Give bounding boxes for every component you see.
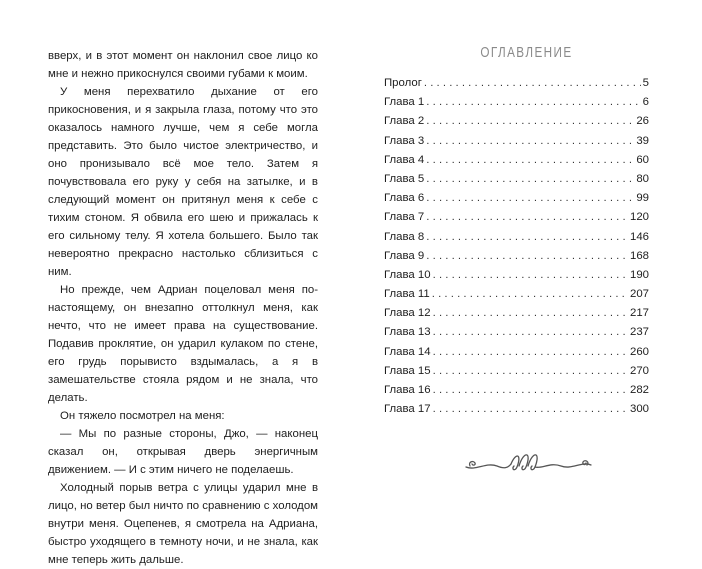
toc-entry[interactable] — [384, 269, 649, 288]
toc-entry-page: 217 — [629, 307, 649, 320]
toc-entry-page: 120 — [629, 211, 649, 224]
left-page — [0, 0, 351, 566]
toc-dot-leader — [433, 269, 628, 281]
toc-dot-leader — [424, 77, 641, 89]
toc-dot-leader — [426, 211, 628, 223]
toc-dot-leader — [426, 250, 628, 262]
toc-dot-leader — [433, 307, 628, 319]
toc-entry[interactable] — [384, 326, 649, 345]
toc-entry-label: Глава 12 — [384, 307, 431, 320]
toc-entry[interactable] — [384, 346, 649, 365]
toc-entry-label: Глава 11 — [384, 288, 430, 301]
story-paragraph: Холодный порыв ветра с улицы ударил мне в лицо, но ветер был ничто по сравнению с холодом внутри меня. Оцепенев, я смотрела на Адриана, быстро уходящего в темноту ночи, и не знала, как мне теперь жить дальше. — [48, 482, 318, 566]
toc-entry-label: Глава 8 — [384, 230, 425, 243]
toc-entry-page: 39 — [636, 134, 649, 147]
toc-entry[interactable] — [384, 154, 649, 173]
toc-entry-label: Глава 4 — [384, 153, 425, 166]
toc-dot-leader — [433, 346, 628, 358]
toc-entry-label: Глава 15 — [384, 364, 431, 377]
table-of-contents — [384, 77, 649, 422]
toc-entry-page: 5 — [642, 77, 649, 89]
toc-entry[interactable] — [384, 231, 649, 250]
toc-entry-label: Глава 9 — [384, 249, 425, 262]
toc-entry[interactable] — [384, 211, 649, 230]
story-paragraph: Он тяжело посмотрел на меня: — [60, 410, 225, 422]
toc-entry[interactable] — [384, 307, 649, 326]
toc-entry-label: Глава 13 — [384, 326, 431, 339]
toc-entry[interactable] — [384, 135, 649, 154]
toc-entry[interactable] — [384, 173, 649, 192]
toc-heading: ОГЛАВЛЕНИЕ — [480, 44, 573, 61]
toc-entry-label: Глава 17 — [384, 403, 431, 416]
toc-dot-leader — [426, 135, 634, 147]
toc-entry[interactable] — [384, 96, 649, 115]
toc-entry-page: 168 — [629, 249, 649, 262]
toc-entry-page: 6 — [642, 96, 649, 109]
toc-entry-label: Глава 16 — [384, 384, 431, 396]
toc-entry-page: 207 — [629, 288, 649, 301]
toc-entry-page: 237 — [629, 326, 649, 339]
toc-entry-label: Глава 3 — [384, 134, 425, 147]
toc-entry[interactable] — [384, 192, 649, 211]
toc-entry-label: Пролог — [384, 77, 422, 89]
toc-dot-leader — [433, 384, 628, 396]
toc-entry-label: Глава 7 — [384, 211, 425, 224]
toc-entry-page: 270 — [629, 364, 649, 377]
toc-dot-leader — [426, 154, 634, 166]
toc-entry[interactable] — [384, 77, 649, 96]
toc-dot-leader — [433, 403, 628, 415]
toc-entry-label: Глава 2 — [384, 115, 425, 128]
toc-dot-leader — [426, 115, 634, 127]
toc-dot-leader — [433, 365, 628, 377]
toc-dot-leader — [426, 192, 634, 204]
toc-entry[interactable] — [384, 288, 649, 307]
story-paragraph: — Мы по разные стороны, Джо, — наконец сказал он, открывая дверь энергичным движением. — И с этим ничего не поделаешь. — [48, 428, 318, 476]
toc-entry-label: Глава 5 — [384, 172, 425, 185]
toc-entry-page: 260 — [629, 345, 649, 358]
toc-entry-page: 60 — [636, 153, 649, 166]
toc-entry-page: 99 — [636, 192, 649, 205]
right-page — [351, 0, 702, 540]
toc-entry[interactable] — [384, 250, 649, 269]
toc-entry-label: Глава 1 — [384, 96, 425, 109]
toc-dot-leader — [426, 173, 634, 185]
toc-entry-page: 282 — [629, 384, 649, 396]
toc-entry-label: Глава 6 — [384, 192, 425, 205]
toc-entry-label: Глава 10 — [384, 268, 431, 281]
story-text — [48, 47, 318, 569]
toc-entry-label: Глава 14 — [384, 345, 431, 358]
toc-entry-page: 190 — [629, 268, 649, 281]
toc-entry-page: 300 — [629, 403, 649, 416]
toc-entry-page: 26 — [636, 115, 649, 128]
toc-dot-leader — [432, 288, 628, 300]
toc-dot-leader — [426, 231, 628, 243]
story-paragraph: У меня перехватило дыхание от его прикосновения, и я закрыла глаза, потому что это оказалось намного лучше, чем я себе могла представить. Это было чистое электричество, и оно пронизывало всё мое тело. Затем я почувствовала его руку у себя на затылке, и в следующий момент он притянул меня к себе с тихим стоном. Я обвила его шею и прижалась к его сильному телу. Я хотела большего. Было так невероятно прекрасно настолько сблизиться с ним. — [48, 86, 318, 278]
story-paragraph: Но прежде, чем Адриан поцеловал меня по-настоящему, он внезапно оттолкнул меня, как нечто, что не имеет права на существование. Подавив проклятие, он ударил кулаком по стене, его грудь порывисто вздымалась, а я в замешательстве стояла рядом и не знала, что делать. — [48, 284, 318, 404]
flourish-ornament-icon — [464, 445, 594, 481]
toc-dot-leader — [426, 96, 640, 108]
story-paragraph: вверх, и в этот момент он наклонил свое лицо ко мне и нежно прикоснулся своими губами к моим. — [48, 50, 318, 80]
toc-entry[interactable] — [384, 115, 649, 134]
toc-entry[interactable] — [384, 365, 649, 384]
toc-entry[interactable] — [384, 403, 649, 422]
toc-dot-leader — [433, 326, 628, 338]
toc-entry[interactable] — [384, 384, 649, 403]
toc-entry-page: 80 — [636, 172, 649, 185]
toc-entry-page: 146 — [629, 230, 649, 243]
